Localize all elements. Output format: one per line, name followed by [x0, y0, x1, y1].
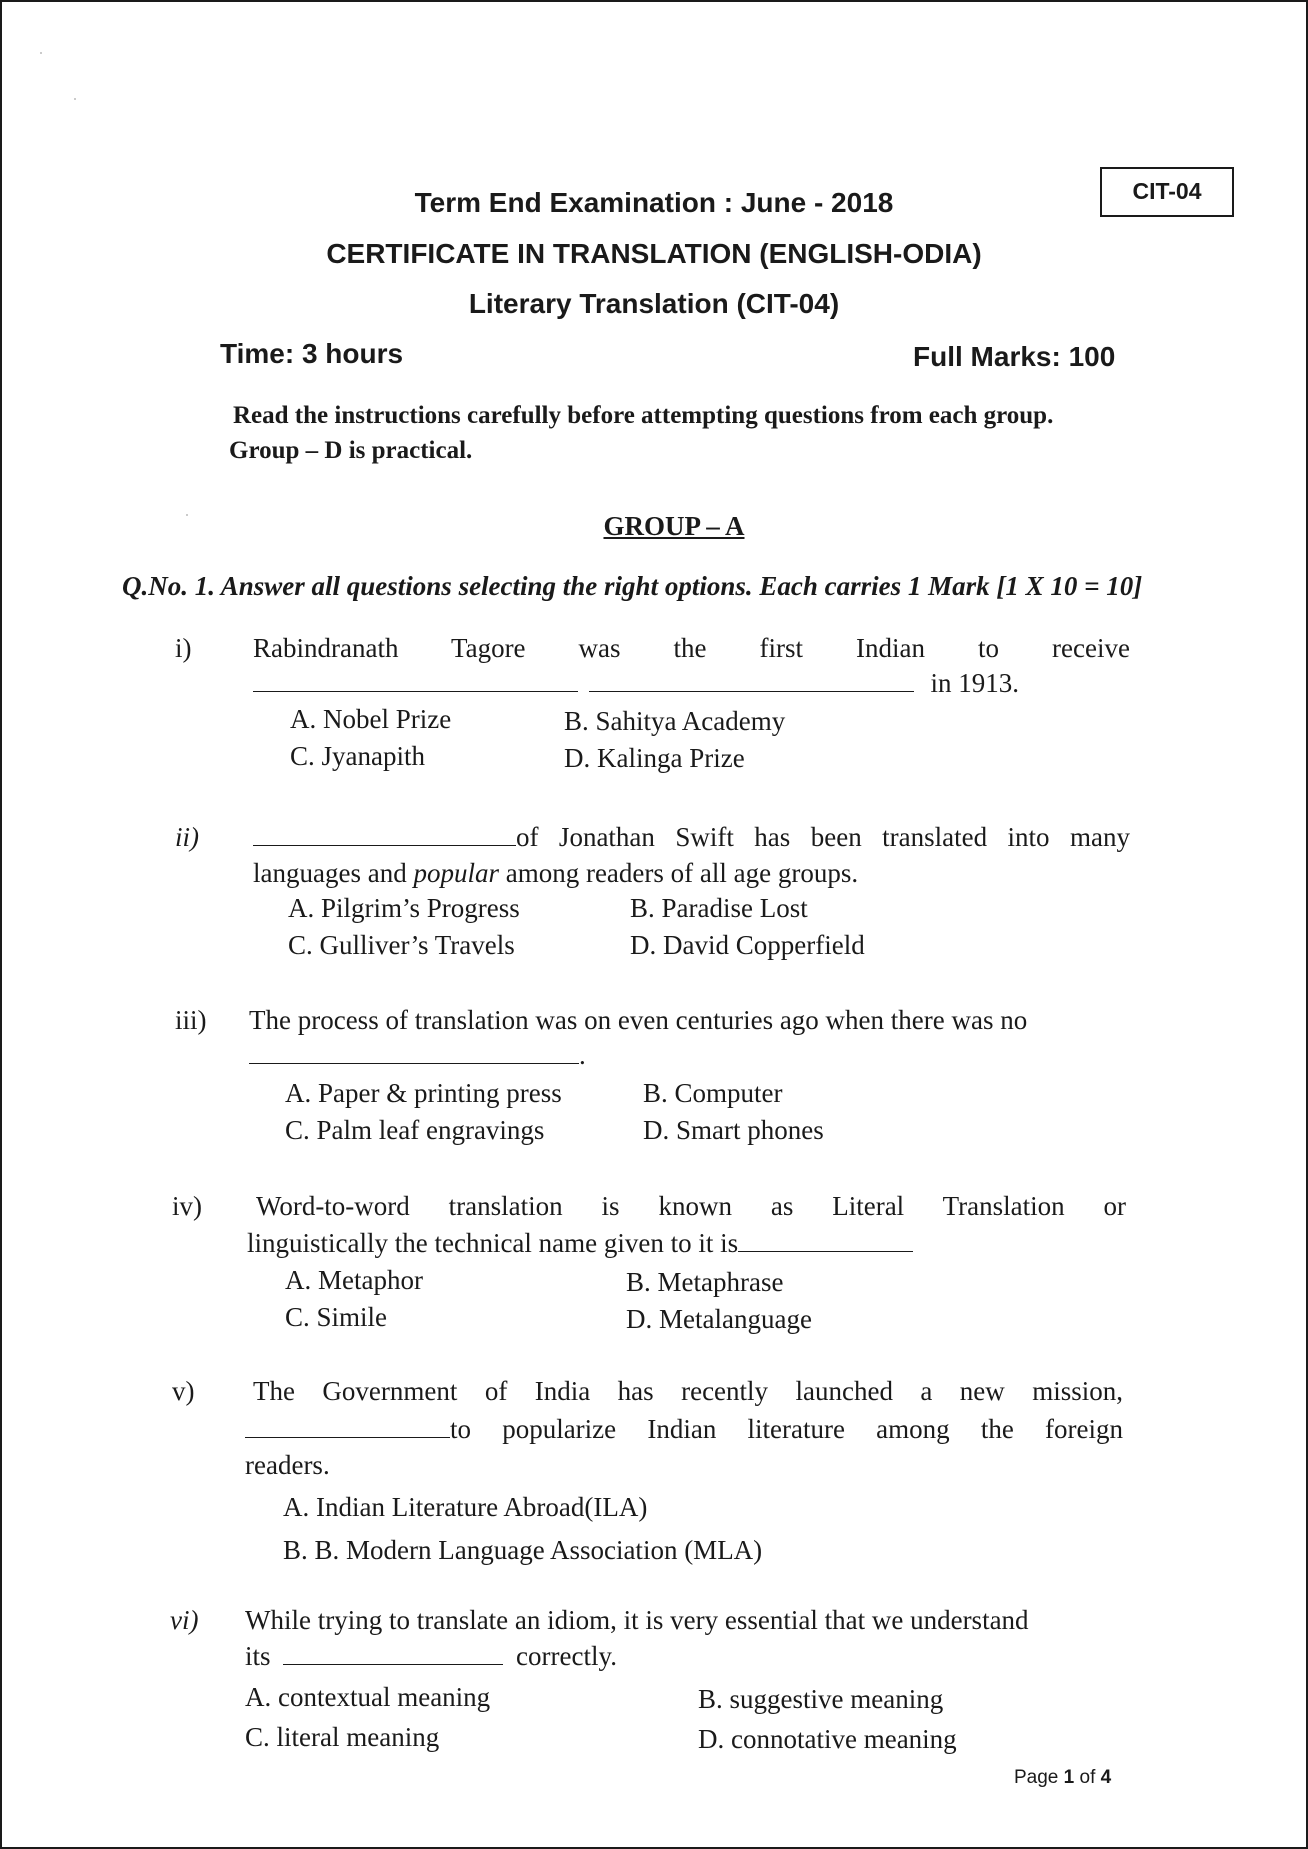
- question-number: ii): [175, 822, 199, 852]
- question-number: iv): [172, 1191, 202, 1221]
- question-iii-tail: .: [579, 1040, 586, 1070]
- question-vi-line-2: [245, 1641, 617, 1672]
- full-marks: Full Marks: 100: [913, 341, 1116, 372]
- option-c: C. Simile: [285, 1302, 388, 1332]
- option-d: D. connotative meaning: [698, 1724, 957, 1754]
- option-a: A. Pilgrim’s Progress: [288, 893, 520, 923]
- answer-blank: [738, 1229, 913, 1252]
- option-c: C. literal meaning: [245, 1722, 440, 1752]
- scan-speck: [74, 98, 76, 100]
- instruction-line-2: Group – D is practical.: [229, 437, 473, 464]
- time-allowed: Time: 3 hours: [220, 338, 404, 369]
- question-vi-text-b: correctly.: [516, 1641, 617, 1671]
- option-b: B. suggestive meaning: [698, 1684, 944, 1714]
- question-ii-text: of Jonathan Swift has been translated into many: [516, 822, 1130, 852]
- option-b: B. Computer: [643, 1078, 783, 1108]
- question-iv-text: linguistically the technical name given to it is: [247, 1228, 739, 1258]
- option-a: A. Metaphor: [285, 1265, 423, 1295]
- option-d: D. David Copperfield: [630, 930, 865, 960]
- question-1-instruction: Q.No. 1. Answer all questions selecting the right options. Each carries 1 Mark [1 X 10 = 10]: [122, 571, 1143, 601]
- option-b: B. Sahitya Academy: [564, 706, 786, 736]
- question-ii-line-2: [253, 858, 858, 889]
- question-v-line-2: [245, 1414, 1123, 1445]
- question-iii-line-2: [249, 1040, 586, 1071]
- instruction-line-1: Read the instructions carefully before attempting questions from each group.: [233, 402, 1054, 429]
- question-number: v): [172, 1376, 195, 1406]
- answer-blank: [253, 669, 578, 692]
- option-a: A. Nobel Prize: [290, 704, 452, 734]
- option-c: C. Gulliver’s Travels: [288, 930, 515, 960]
- option-d: D. Kalinga Prize: [564, 743, 745, 773]
- question-ii-text-a: languages and: [253, 858, 407, 888]
- page-total: 4: [1100, 1767, 1112, 1788]
- question-v-line-1: The Government of India has recently launched a new mission,: [253, 1376, 1123, 1406]
- question-number: iii): [175, 1005, 207, 1035]
- question-vi-text-a: its: [245, 1641, 271, 1671]
- question-ii-line-1: [253, 822, 1130, 853]
- answer-blank: [283, 1642, 503, 1665]
- answer-blank: [245, 1415, 450, 1438]
- option-b: B. Metaphrase: [626, 1267, 784, 1297]
- question-v-text: to popularize Indian literature among the foreign: [450, 1414, 1123, 1444]
- option-b: B. B. Modern Language Association (MLA): [283, 1535, 763, 1565]
- question-number: vi): [170, 1605, 199, 1635]
- question-i-line-2: [253, 668, 1019, 699]
- option-a: A. contextual meaning: [245, 1682, 491, 1712]
- question-number: i): [175, 633, 192, 663]
- page-footer: [1014, 1767, 1111, 1789]
- question-ii-text-b: among readers of all age groups.: [505, 858, 859, 888]
- question-i-tail: in 1913.: [930, 668, 1020, 698]
- question-iv-line-1: Word-to-word translation is known as Literal Translation or: [256, 1191, 1126, 1221]
- option-a: A. Indian Literature Abroad(ILA): [283, 1492, 648, 1522]
- answer-blank: [589, 669, 914, 692]
- option-d: D. Metalanguage: [626, 1304, 812, 1334]
- question-i-line-1: Rabindranath Tagore was the first Indian to receive: [253, 633, 1130, 663]
- option-c: C. Jyanapith: [290, 741, 425, 771]
- paper-title: Literary Translation (CIT-04): [468, 288, 840, 319]
- of-label: of: [1079, 1767, 1096, 1788]
- answer-blank: [253, 823, 516, 846]
- option-d: D. Smart phones: [643, 1115, 824, 1145]
- scan-speck: [40, 52, 42, 54]
- question-v-line-3: readers.: [245, 1450, 330, 1480]
- page-label: Page: [1014, 1767, 1059, 1788]
- question-iii-line-1: The process of translation was on even centuries ago when there was no: [249, 1005, 1028, 1035]
- option-b: B. Paradise Lost: [630, 893, 808, 923]
- page-number: 1: [1063, 1767, 1075, 1788]
- question-ii-italic: popular: [413, 858, 499, 888]
- course-title: CERTIFICATE IN TRANSLATION (ENGLISH-ODIA): [326, 238, 982, 269]
- paper-code-box: CIT-04: [1100, 167, 1234, 217]
- question-vi-line-1: While trying to translate an idiom, it is very essential that we understand: [245, 1605, 1029, 1635]
- answer-blank: [249, 1041, 579, 1064]
- question-iv-line-2: [247, 1228, 913, 1259]
- option-a: A. Paper & printing press: [285, 1078, 562, 1108]
- group-a-heading: GROUP – A: [603, 511, 745, 541]
- option-c: C. Palm leaf engravings: [285, 1115, 545, 1145]
- exam-title: Term End Examination : June - 2018: [414, 187, 894, 218]
